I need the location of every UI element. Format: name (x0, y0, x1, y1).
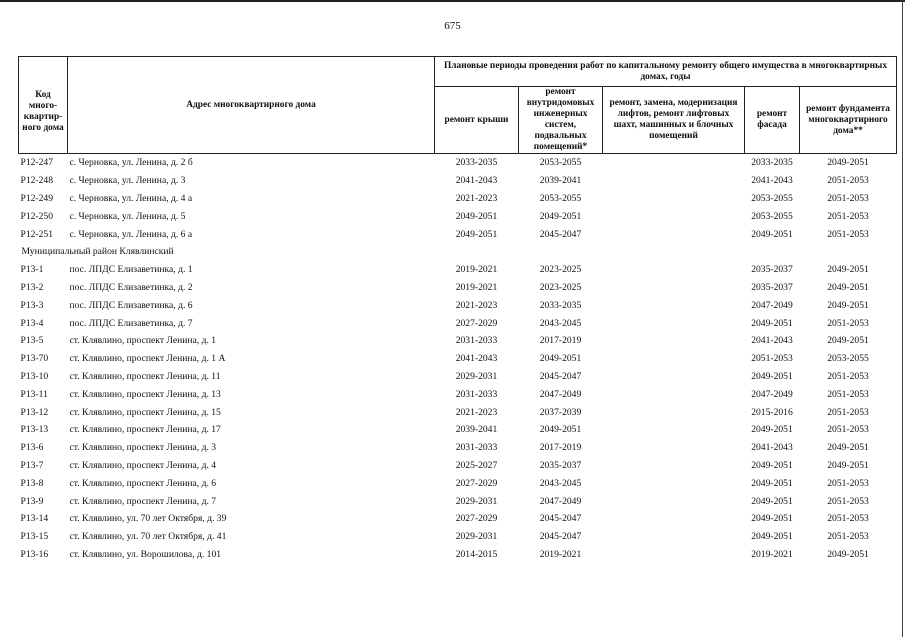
table-row (19, 279, 897, 297)
table-row (19, 546, 897, 564)
top-border-line (0, 0, 905, 2)
cell-lifts (603, 207, 745, 225)
cell-facade: 2035-2037 (751, 264, 793, 276)
table-row (19, 528, 897, 546)
cell-code: Р13-2 (20, 281, 44, 293)
cell-foundation: 2053-2055 (827, 353, 869, 365)
header-periods: Плановые периоды проведения работ по капитальному ремонту общего имущества в многоквартирных домах, годы (435, 57, 897, 87)
cell-foundation: 2051-2053 (827, 513, 869, 525)
cell-systems: 2045-2047 (539, 228, 582, 240)
cell-systems: 2047-2049 (539, 495, 582, 507)
cell-roof: 2027-2029 (455, 477, 498, 489)
cell-address: пос. ЛПДС Елизаветинка, д. 6 (69, 299, 193, 311)
cell-lifts (603, 457, 745, 475)
cell-roof: 2027-2029 (455, 513, 498, 525)
cell-lifts (603, 474, 745, 492)
cell-address: ст. Клявлино, проспект Ленина, д. 6 (69, 477, 217, 489)
cell-foundation: 2051-2053 (827, 477, 869, 489)
cell-facade: 2019-2021 (751, 548, 793, 560)
cell-systems: 2053-2055 (539, 157, 582, 169)
rows-group-b (19, 261, 897, 564)
cell-facade: 2049-2051 (751, 370, 793, 382)
cell-address: с. Черновка, ул. Ленина, д. 5 (69, 210, 186, 222)
cell-foundation: 2051-2053 (827, 228, 869, 240)
cell-facade: 2035-2037 (751, 281, 793, 293)
cell-foundation: 2051-2053 (827, 531, 869, 543)
cell-lifts (603, 190, 745, 208)
cell-address: пос. ЛПДС Елизаветинка, д. 2 (69, 281, 193, 293)
table-row (19, 510, 897, 528)
cell-lifts (603, 368, 745, 386)
cell-foundation: 2051-2053 (827, 210, 869, 222)
cell-roof: 2019-2021 (455, 281, 498, 293)
cell-address: с. Черновка, ул. Ленина, д. 2 б (69, 157, 193, 169)
cell-lifts (603, 350, 745, 368)
cell-address: ст. Клявлино, проспект Ленина, д. 1 (69, 335, 217, 347)
cell-foundation: 2049-2051 (827, 299, 869, 311)
cell-systems: 2017-2019 (539, 442, 582, 454)
cell-code: Р12-251 (20, 228, 54, 240)
cell-address: пос. ЛПДС Елизаветинка, д. 1 (69, 264, 193, 276)
cell-address: ст. Клявлино, проспект Ленина, д. 4 (69, 459, 217, 471)
right-border-line (902, 0, 903, 637)
cell-code: Р13-14 (20, 513, 49, 525)
rows-group-a (19, 154, 897, 243)
cell-facade: 2053-2055 (751, 210, 793, 222)
cell-foundation: 2051-2053 (827, 495, 869, 507)
table-row (19, 350, 897, 368)
table-row (19, 439, 897, 457)
cell-lifts (603, 403, 745, 421)
repair-schedule-table (18, 56, 897, 563)
table-row (19, 403, 897, 421)
section-row (19, 243, 897, 261)
cell-code: Р13-15 (20, 531, 49, 543)
cell-foundation: 2049-2051 (827, 157, 869, 169)
cell-code: Р13-6 (20, 442, 44, 454)
section-title: Муниципальный район Клявлинский (21, 246, 174, 258)
cell-systems: 2047-2049 (539, 388, 582, 400)
cell-systems: 2023-2025 (539, 264, 582, 276)
cell-address: пос. ЛПДС Елизаветинка, д. 7 (69, 317, 193, 329)
cell-code: Р13-16 (20, 548, 49, 560)
cell-roof: 2021-2023 (455, 299, 498, 311)
cell-code: Р13-4 (20, 317, 44, 329)
header-roof: ремонт крыши (435, 87, 519, 154)
cell-facade: 2033-2035 (751, 157, 793, 169)
cell-code: Р13-70 (20, 353, 49, 365)
cell-systems: 2043-2045 (539, 317, 582, 329)
cell-facade: 2049-2051 (751, 531, 793, 543)
cell-code: Р13-9 (20, 495, 44, 507)
cell-code: Р13-1 (20, 264, 44, 276)
cell-roof: 2031-2033 (455, 388, 498, 400)
cell-roof: 2039-2041 (455, 424, 498, 436)
table-row (19, 457, 897, 475)
cell-facade: 2049-2051 (751, 477, 793, 489)
header-address: Адрес многоквартирного дома (68, 57, 435, 154)
cell-systems: 2053-2055 (539, 192, 582, 204)
cell-roof: 2031-2033 (455, 335, 498, 347)
cell-facade: 2047-2049 (751, 388, 793, 400)
cell-facade: 2047-2049 (751, 299, 793, 311)
table-row (19, 154, 897, 172)
page-number: 675 (444, 20, 461, 32)
cell-foundation: 2051-2053 (827, 388, 869, 400)
header-foundation: ремонт фундамента многоквартирного дома** (800, 87, 897, 154)
cell-foundation: 2051-2053 (827, 406, 869, 418)
table-row (19, 368, 897, 386)
cell-systems: 2039-2041 (539, 175, 582, 187)
cell-lifts (603, 296, 745, 314)
cell-address: ст. Клявлино, проспект Ленина, д. 7 (69, 495, 217, 507)
cell-lifts (603, 261, 745, 279)
cell-roof: 2049-2051 (455, 228, 498, 240)
cell-lifts (603, 510, 745, 528)
table-row (19, 385, 897, 403)
cell-roof: 2029-2031 (455, 495, 498, 507)
cell-lifts (603, 154, 745, 172)
cell-code: Р13-7 (20, 459, 44, 471)
cell-systems: 2035-2037 (539, 459, 582, 471)
cell-systems: 2037-2039 (539, 406, 582, 418)
cell-code: Р12-250 (20, 210, 54, 222)
cell-systems: 2045-2047 (539, 513, 582, 525)
table-row (19, 332, 897, 350)
cell-code: Р13-10 (20, 370, 49, 382)
cell-address: ст. Клявлино, проспект Ленина, д. 15 (69, 406, 221, 418)
cell-roof: 2041-2043 (455, 175, 498, 187)
cell-address: ст. Клявлино, проспект Ленина, д. 11 (69, 370, 221, 382)
section-group (19, 243, 897, 261)
header-facade: ремонт фасада (745, 87, 800, 154)
cell-lifts (603, 546, 745, 564)
cell-facade: 2049-2051 (751, 513, 793, 525)
table-row (19, 225, 897, 243)
cell-facade: 2051-2053 (751, 353, 793, 365)
table-row (19, 261, 897, 279)
cell-code: Р13-13 (20, 424, 49, 436)
cell-foundation: 2051-2053 (827, 175, 869, 187)
cell-roof: 2049-2051 (455, 210, 498, 222)
cell-code: Р13-8 (20, 477, 44, 489)
cell-roof: 2029-2031 (455, 531, 498, 543)
table-row (19, 190, 897, 208)
cell-systems: 2033-2035 (539, 299, 582, 311)
cell-code: Р12-249 (20, 192, 54, 204)
cell-lifts (603, 421, 745, 439)
cell-address: ст. Клявлино, ул. Ворошилова, д. 101 (69, 548, 222, 560)
cell-foundation: 2049-2051 (827, 281, 869, 293)
cell-facade: 2049-2051 (751, 424, 793, 436)
cell-address: с. Черновка, ул. Ленина, д. 3 (69, 175, 186, 187)
cell-systems: 2043-2045 (539, 477, 582, 489)
cell-systems: 2049-2051 (539, 353, 582, 365)
cell-foundation: 2049-2051 (827, 335, 869, 347)
cell-code: Р13-11 (20, 388, 48, 400)
cell-roof: 2033-2035 (455, 157, 498, 169)
cell-lifts (603, 492, 745, 510)
cell-lifts (603, 439, 745, 457)
cell-foundation: 2051-2053 (827, 370, 869, 382)
cell-code: Р12-248 (20, 175, 54, 187)
cell-address: ст. Клявлино, проспект Ленина, д. 17 (69, 424, 221, 436)
cell-roof: 2025-2027 (455, 459, 498, 471)
cell-facade: 2015-2016 (751, 406, 793, 418)
cell-code: Р13-12 (20, 406, 49, 418)
cell-address: с. Черновка, ул. Ленина, д. 6 а (69, 228, 193, 240)
cell-foundation: 2049-2051 (827, 548, 869, 560)
table-row (19, 296, 897, 314)
cell-roof: 2014-2015 (455, 548, 498, 560)
header-code: Код много-квартир-ного дома (19, 57, 68, 154)
cell-foundation: 2049-2051 (827, 459, 869, 471)
table-row (19, 421, 897, 439)
cell-foundation: 2049-2051 (827, 442, 869, 454)
cell-roof: 2021-2023 (455, 406, 498, 418)
header-systems: ремонт внутридомовых инженерных систем, подвальных помещений* (519, 87, 603, 154)
cell-systems: 2045-2047 (539, 370, 582, 382)
cell-roof: 2029-2031 (455, 370, 498, 382)
cell-systems: 2049-2051 (539, 424, 582, 436)
cell-facade: 2049-2051 (751, 317, 793, 329)
cell-roof: 2021-2023 (455, 192, 498, 204)
table-row (19, 172, 897, 190)
cell-address: ст. Клявлино, проспект Ленина, д. 1 А (69, 353, 226, 365)
table-row (19, 207, 897, 225)
cell-code: Р12-247 (20, 157, 54, 169)
cell-facade: 2041-2043 (751, 175, 793, 187)
cell-lifts (603, 528, 745, 546)
table-row (19, 474, 897, 492)
cell-roof: 2031-2033 (455, 442, 498, 454)
cell-lifts (603, 279, 745, 297)
cell-foundation: 2051-2053 (827, 317, 869, 329)
cell-facade: 2041-2043 (751, 442, 793, 454)
cell-address: ст. Клявлино, проспект Ленина, д. 3 (69, 442, 217, 454)
cell-systems: 2017-2019 (539, 335, 582, 347)
cell-facade: 2049-2051 (751, 228, 793, 240)
cell-foundation: 2049-2051 (827, 264, 869, 276)
header-lifts: ремонт, замена, модернизация лифтов, ремонт лифтовых шахт, машинных и блочных помещений (603, 87, 745, 154)
cell-foundation: 2051-2053 (827, 192, 869, 204)
cell-roof: 2027-2029 (455, 317, 498, 329)
cell-systems: 2019-2021 (539, 548, 582, 560)
cell-lifts (603, 314, 745, 332)
cell-foundation: 2051-2053 (827, 424, 869, 436)
table-header-row (19, 57, 897, 87)
cell-roof: 2041-2043 (455, 353, 498, 365)
cell-lifts (603, 385, 745, 403)
cell-address: ст. Клявлино, ул. 70 лет Октября, д. 39 (69, 513, 227, 525)
cell-address: ст. Клявлино, проспект Ленина, д. 13 (69, 388, 221, 400)
cell-lifts (603, 225, 745, 243)
cell-lifts (603, 172, 745, 190)
cell-facade: 2049-2051 (751, 495, 793, 507)
cell-roof: 2019-2021 (455, 264, 498, 276)
cell-facade: 2041-2043 (751, 335, 793, 347)
cell-systems: 2049-2051 (539, 210, 582, 222)
cell-code: Р13-5 (20, 335, 44, 347)
cell-systems: 2045-2047 (539, 531, 582, 543)
table-row (19, 314, 897, 332)
table-row (19, 492, 897, 510)
cell-lifts (603, 332, 745, 350)
cell-facade: 2049-2051 (751, 459, 793, 471)
cell-facade: 2053-2055 (751, 192, 793, 204)
cell-address: с. Черновка, ул. Ленина, д. 4 а (69, 192, 193, 204)
cell-address: ст. Клявлино, ул. 70 лет Октября, д. 41 (69, 531, 227, 543)
cell-systems: 2023-2025 (539, 281, 582, 293)
cell-code: Р13-3 (20, 299, 44, 311)
